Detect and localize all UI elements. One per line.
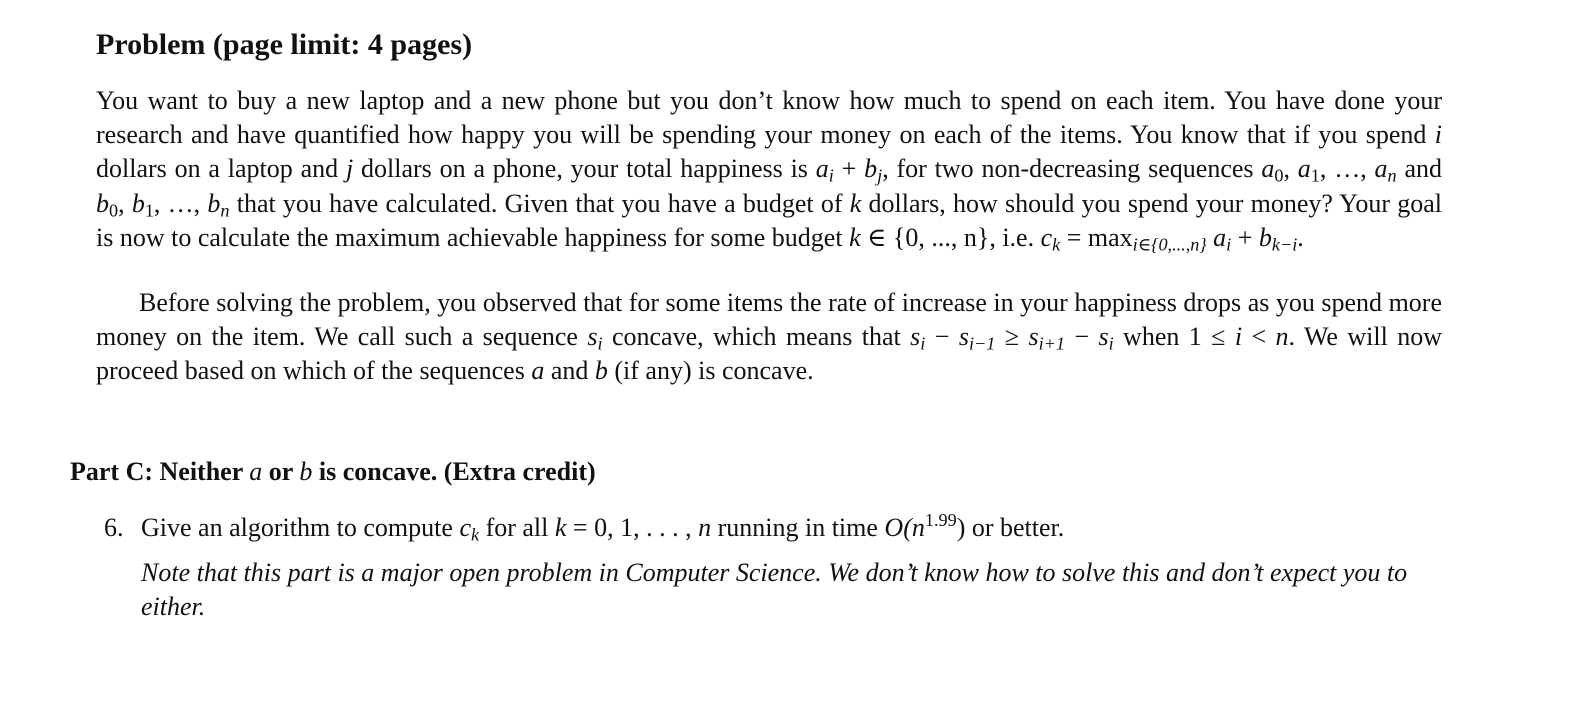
part-c-heading: Part C: Neither a or b is concave. (Extra credit)	[70, 457, 596, 486]
problem-paragraph-1: You want to buy a new laptop and a new phone but you don’t know how much to spend on each item. You have done your research and have quantified how happy you will be spending your money on each of the items. You know that if you spend i dollars on a laptop and j dollars on a phone, your total happiness is $a_i + b_j$, for two non-decreasing sequences $a_0$, $a_1$, …, $a_n$ and $b_0$, $b_1$, …, $b_n$ that you have calculated. Given that you have a budget of k dollars, how should you spend your money? Your goal is now to calculate the maximum achievable happiness for some budget k ∈ {0, ..., n}, i.e. $c_k = \max_{i\in\{0,...,n\}} a_i + b_{k-i}$.	[96, 86, 1442, 255]
question-6-note: Note that this part is a major open problem in Computer Science. We don’t know how to solve this and don’t expect you to either.	[141, 558, 1408, 621]
math-k: k	[849, 188, 862, 218]
math-i: i	[1434, 120, 1442, 150]
problem-title: Problem (page limit: 4 pages)	[96, 28, 473, 61]
question-6: 6. Give an algorithm to compute $c_k$ for all k = 0, 1, . . . , n running in time $O(n^{1.99})$ or better.	[104, 510, 1065, 545]
math-j: j	[345, 154, 354, 184]
question-number: 6.	[104, 513, 124, 542]
problem-paragraph-2: Before solving the problem, you observed that for some items the rate of increase in your happiness drops as you spend more money on the item. We call such a sequence $s_i$ concave, which means that $s_i - s_{i-1} \ge s_{i+1} - s_i$ when 1 ≤ i < n. We will now proceed based on which of the sequences a and b (if any) is concave.	[96, 288, 1442, 386]
